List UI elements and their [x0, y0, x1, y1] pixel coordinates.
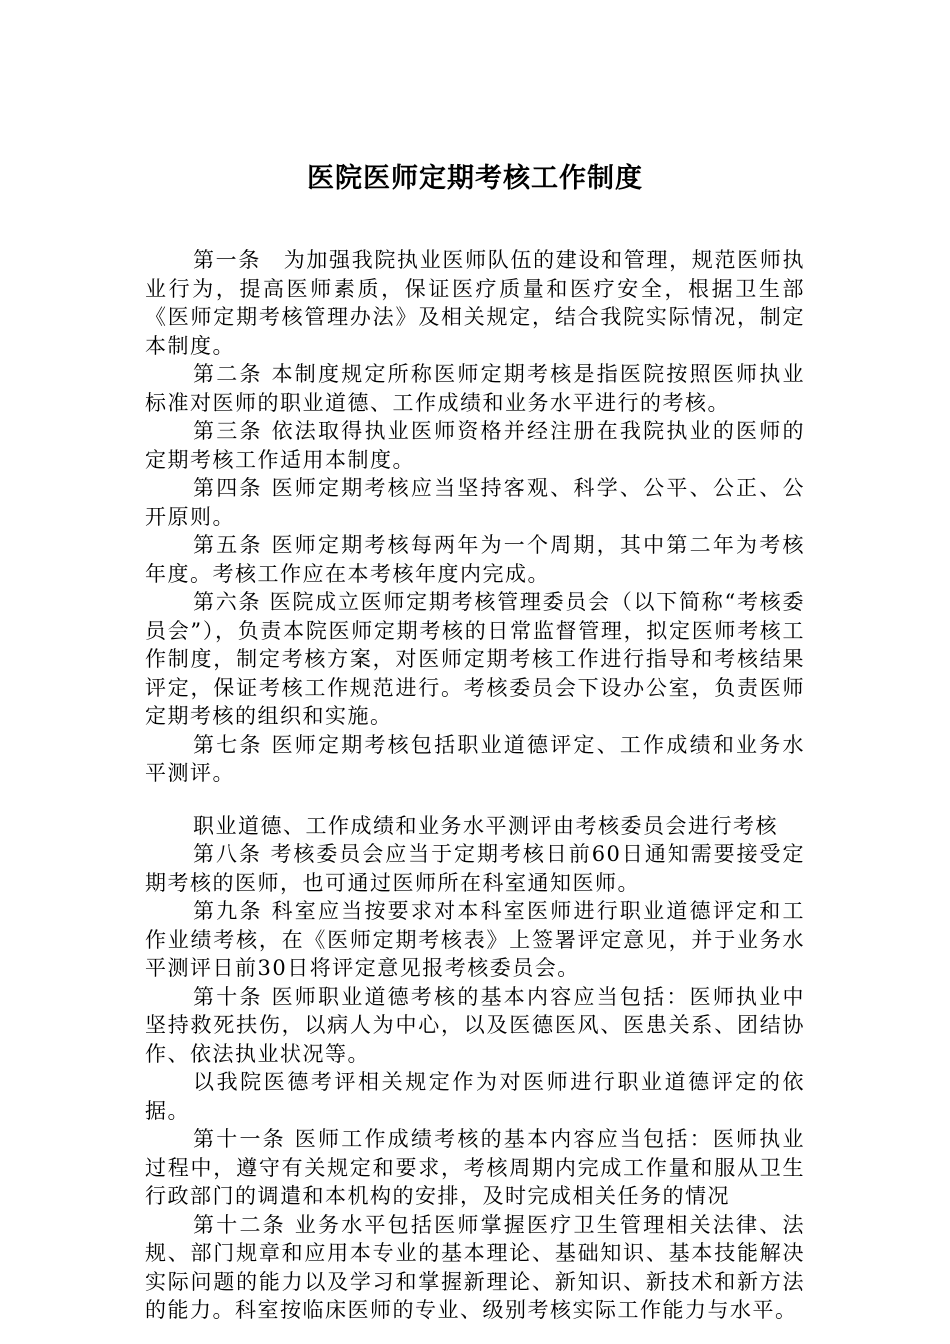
document-title: 医院医师定期考核工作制度: [307, 163, 643, 194]
article-5: 第五条 医师定期考核每两年为一个周期，其中第二年为考核年度。考核工作应在本考核年度内完成。: [145, 533, 805, 586]
article-12: 第十二条 业务水平包括医师掌握医疗卫生管理相关法律、法规、部门规章和应用本专业的基本理论、基础知识、基本技能解决实际问题的能力以及学习和掌握新理论、新知识、新技术和新方法的能力。科室按临床医师的专业、级别考核实际工作能力与水平。: [145, 1212, 805, 1322]
article-3: 第三条 依法取得执业医师资格并经注册在我院执业的医师的定期考核工作适用本制度。: [145, 419, 805, 472]
document-body: [145, 246, 805, 1325]
article-11: 第十一条 医师工作成绩考核的基本内容应当包括：医师执业过程中，遵守有关规定和要求，考核周期内完成工作量和服从卫生行政部门的调遣和本机构的安排，及时完成相关任务的情况: [145, 1127, 805, 1208]
article-4: 第四条 医师定期考核应当坚持客观、科学、公平、公正、公开原则。: [145, 476, 805, 529]
article-9: 第九条 科室应当按要求对本科室医师进行职业道德评定和工作业绩考核，在《医师定期考核表》上签署评定意见，并于业务水平测评日前30日将评定意见报考核委员会。: [145, 899, 805, 980]
article-10-note: 以我院医德考评相关规定作为对医师进行职业道德评定的依据。: [145, 1070, 805, 1123]
article-8: 第八条 考核委员会应当于定期考核日前60日通知需要接受定期考核的医师，也可通过医师所在科室通知医师。: [145, 842, 805, 895]
article-1: 第一条 为加强我院执业医师队伍的建设和管理，规范医师执业行为，提高医师素质，保证医疗质量和医疗安全，根据卫生部《医师定期考核管理办法》及相关规定，结合我院实际情况，制定本制度。: [145, 248, 805, 358]
article-2: 第二条 本制度规定所称医师定期考核是指医院按照医师执业标准对医师的职业道德、工作成绩和业务水平进行的考核。: [145, 362, 805, 415]
article-7: 第七条 医师定期考核包括职业道德评定、工作成绩和业务水平测评。: [145, 732, 805, 785]
article-6: 第六条 医院成立医师定期考核管理委员会（以下简称“考核委员会”），负责本院医师定期考核的日常监督管理，拟定医师考核工作制度，制定考核方案，对医师定期考核工作进行指导和考核结果评定，保证考核工作规范进行。考核委员会下设办公室，负责医师定期考核的组织和实施。: [145, 590, 805, 728]
article-10: 第十条 医师职业道德考核的基本内容应当包括：医师执业中坚持救死扶伤，以病人为中心，以及医德医风、医患关系、团结协作、依法执业状况等。: [145, 984, 805, 1066]
article-7-note: 职业道德、工作成绩和业务水平测评由考核委员会进行考核: [193, 813, 778, 838]
